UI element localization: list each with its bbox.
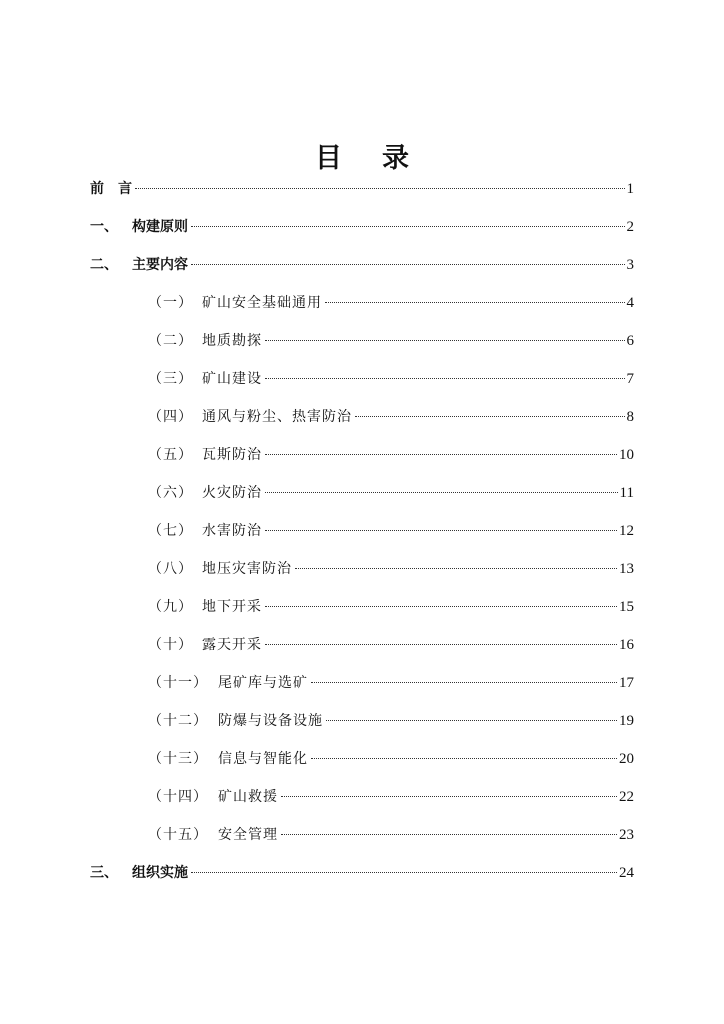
toc-entry-title: 通风与粉尘、热害防治 bbox=[202, 409, 352, 425]
toc-page-number: 1 bbox=[626, 181, 634, 197]
toc-page-number: 10 bbox=[619, 447, 634, 463]
toc-entry-number: （二） bbox=[148, 333, 193, 349]
toc-entry-subsection-10[interactable] bbox=[0, 634, 724, 656]
toc-entry-number: （十三） bbox=[148, 751, 208, 767]
dot-leader bbox=[325, 302, 625, 303]
toc-entry-title: 地压灾害防治 bbox=[202, 561, 292, 577]
toc-page-number: 13 bbox=[619, 561, 634, 577]
toc-entry-section-3[interactable] bbox=[0, 862, 724, 884]
toc-entry-number: （十一） bbox=[148, 675, 208, 691]
toc-entry-title: 尾矿库与选矿 bbox=[218, 675, 308, 691]
toc-page-number: 16 bbox=[619, 637, 634, 653]
toc-entry-number: 二、 bbox=[90, 257, 118, 273]
toc-entry-title: 防爆与设备设施 bbox=[218, 713, 323, 729]
toc-entry-subsection-11[interactable] bbox=[0, 672, 724, 694]
toc-entry-title: 露天开采 bbox=[202, 637, 262, 653]
toc-entry-subsection-7[interactable] bbox=[0, 520, 724, 542]
toc-page-number: 17 bbox=[619, 675, 634, 691]
toc-entry-number: （八） bbox=[148, 561, 193, 577]
dot-leader bbox=[265, 644, 617, 645]
toc-page-number: 8 bbox=[626, 409, 634, 425]
toc-page-number: 11 bbox=[619, 485, 634, 501]
dot-leader bbox=[265, 606, 617, 607]
toc-entry-number: （六） bbox=[148, 485, 193, 501]
dot-leader bbox=[265, 378, 625, 379]
toc-entry-section-1[interactable] bbox=[0, 216, 724, 238]
toc-entry-title: 安全管理 bbox=[218, 827, 278, 843]
toc-entry-title: 矿山救援 bbox=[218, 789, 278, 805]
toc-entry-subsection-4[interactable] bbox=[0, 406, 724, 428]
toc-page-number: 12 bbox=[619, 523, 634, 539]
toc-page-number: 7 bbox=[626, 371, 634, 387]
toc-entry-number: 三、 bbox=[90, 865, 118, 881]
toc-page-number: 4 bbox=[626, 295, 634, 311]
toc-page-number: 15 bbox=[619, 599, 634, 615]
dot-leader bbox=[281, 834, 617, 835]
dot-leader bbox=[265, 340, 625, 341]
toc-entry-subsection-3[interactable] bbox=[0, 368, 724, 390]
toc-entry-subsection-12[interactable] bbox=[0, 710, 724, 732]
title-char-1: 目 bbox=[315, 143, 342, 174]
toc-entry-number: （五） bbox=[148, 447, 193, 463]
toc-entry-number: （九） bbox=[148, 599, 193, 615]
dot-leader bbox=[281, 796, 617, 797]
toc-page-number: 23 bbox=[619, 827, 634, 843]
toc-entry-subsection-5[interactable] bbox=[0, 444, 724, 466]
toc-entry-title: 组织实施 bbox=[132, 865, 188, 881]
toc-entry-subsection-8[interactable] bbox=[0, 558, 724, 580]
dot-leader bbox=[191, 872, 617, 873]
toc-entry-number: （一） bbox=[148, 295, 193, 311]
toc-entry-subsection-15[interactable] bbox=[0, 824, 724, 846]
toc-entry-title: 矿山安全基础通用 bbox=[202, 295, 322, 311]
toc-entry-title: 矿山建设 bbox=[202, 371, 262, 387]
toc-entry-subsection-2[interactable] bbox=[0, 330, 724, 352]
toc-page-number: 2 bbox=[626, 219, 634, 235]
dot-leader bbox=[191, 264, 625, 265]
toc-entry-title: 水害防治 bbox=[202, 523, 262, 539]
toc-entry-title: 构建原则 bbox=[132, 219, 188, 235]
toc-entry-number: （七） bbox=[148, 523, 193, 539]
toc-entry-subsection-14[interactable] bbox=[0, 786, 724, 808]
toc-page-number: 24 bbox=[619, 865, 634, 881]
toc-entry-subsection-13[interactable] bbox=[0, 748, 724, 770]
toc-entry-title: 火灾防治 bbox=[202, 485, 262, 501]
toc-entry-number: （十） bbox=[148, 637, 193, 653]
dot-leader bbox=[355, 416, 625, 417]
toc-entry-title: 瓦斯防治 bbox=[202, 447, 262, 463]
toc-entry-title: 地质勘探 bbox=[202, 333, 262, 349]
toc-entry-title: 信息与智能化 bbox=[218, 751, 308, 767]
dot-leader bbox=[295, 568, 617, 569]
toc-entry-subsection-6[interactable] bbox=[0, 482, 724, 504]
toc-entry-number: （十四） bbox=[148, 789, 208, 805]
toc-page-number: 6 bbox=[626, 333, 634, 349]
toc-page-number: 20 bbox=[619, 751, 634, 767]
dot-leader bbox=[311, 758, 617, 759]
toc-entry-number: 一、 bbox=[90, 219, 118, 235]
page-title bbox=[0, 136, 724, 175]
toc-page-number: 22 bbox=[619, 789, 634, 805]
toc-entry-preface[interactable] bbox=[0, 178, 724, 200]
toc-entry-title: 地下开采 bbox=[202, 599, 262, 615]
toc-entry-number: （三） bbox=[148, 371, 193, 387]
dot-leader bbox=[326, 720, 617, 721]
dot-leader bbox=[135, 188, 625, 189]
dot-leader bbox=[265, 530, 617, 531]
toc-entry-section-2[interactable] bbox=[0, 254, 724, 276]
toc-page-number: 19 bbox=[619, 713, 634, 729]
dot-leader bbox=[191, 226, 625, 227]
title-char-2: 录 bbox=[382, 143, 409, 174]
dot-leader bbox=[265, 454, 617, 455]
toc-entry-subsection-9[interactable] bbox=[0, 596, 724, 618]
toc-page-number: 3 bbox=[626, 257, 634, 273]
toc-entry-number: 前 言 bbox=[90, 181, 132, 197]
toc-entry-number: （十二） bbox=[148, 713, 208, 729]
dot-leader bbox=[265, 492, 618, 493]
toc-entry-number: （四） bbox=[148, 409, 193, 425]
toc-entry-number: （十五） bbox=[148, 827, 208, 843]
toc-entry-subsection-1[interactable] bbox=[0, 292, 724, 314]
toc-entry-title: 主要内容 bbox=[132, 257, 188, 273]
dot-leader bbox=[311, 682, 617, 683]
